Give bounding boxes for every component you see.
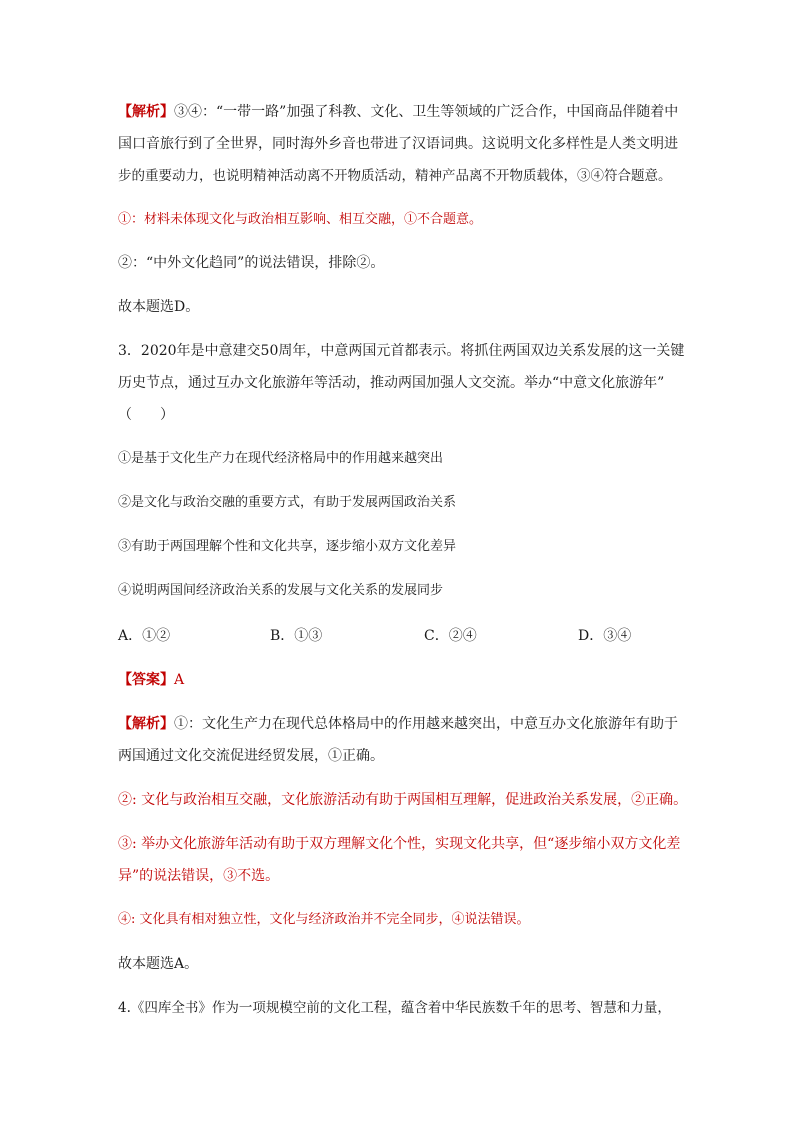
prev-explanation-line-1: 【解析】③④：“一带一路”加强了科教、文化、卫生等领域的广泛合作，中国商品伴随着中 <box>118 104 679 120</box>
option-b: B．①③ <box>270 628 323 644</box>
q3-explanation-line-1: 【解析】①：文化生产力在现代总体格局中的作用越来越突出，中意互办文化旅游年有助于 <box>118 716 678 732</box>
q3-statement-3: ③有助于两国理解个性和文化共享，逐步缩小双方文化差异 <box>118 539 457 554</box>
prev-explanation-line-3: 步的重要动力，也说明精神活动离不开物质活动，精神产品离不开物质载体，③④符合题意。 <box>118 168 672 184</box>
explanation-label: 【解析】 <box>118 104 174 120</box>
q3-answer <box>118 670 688 690</box>
q3-note-2: ②: 文化与政治相互交融，文化旅游活动有助于两国相互理解，促进政治关系发展，②正确。 <box>118 792 688 808</box>
q3-note-3-line-1: ③: 举办文化旅游年活动有助于双方理解文化个性，实现文化共享，但“逐步缩小双方文化差 <box>118 836 681 852</box>
option-c: C．②④ <box>424 628 477 644</box>
option-d: D．③④ <box>578 628 632 644</box>
option-a: A．①② <box>118 628 171 644</box>
q3-stem-line-2: 历史节点，通过互办文化旅游年等活动，推动两国加强人文交流。举办“中意文化旅游年” <box>118 375 665 391</box>
answer-label: 【答案】 <box>118 672 174 688</box>
q3-statement-1: ①是基于文化生产力在现代经济格局中的作用越来越突出 <box>118 451 444 466</box>
prev-conclusion: 故本题选D。 <box>118 299 200 315</box>
q3-note-3-line-2: 异”的说法错误，③不选。 <box>118 868 280 884</box>
prev-explanation-line-2: 国口音旅行到了全世界，同时海外乡音也带进了汉语词典。这说明文化多样性是人类文明进 <box>118 136 678 152</box>
prev-note-2: ②：“中外文化趋同”的说法错误，排除②。 <box>118 255 385 271</box>
q3-statement-4: ④说明两国间经济政治关系的发展与文化关系的发展同步 <box>118 583 444 598</box>
answer-value: A <box>174 672 185 688</box>
q3-statement-2: ②是文化与政治交融的重要方式，有助于发展两国政治关系 <box>118 495 457 510</box>
explanation-label: 【解析】 <box>118 716 174 732</box>
q4-stem-line-1: 4.《四库全书》作为一项规模空前的文化工程，蕴含着中华民族数千年的思考、智慧和力量， <box>118 1000 671 1016</box>
q3-stem-line-3: （ ） <box>118 407 174 423</box>
q3-note-4: ④: 文化具有相对独立性，文化与经济政治并不完全同步，④说法错误。 <box>118 912 530 927</box>
q3-explanation-line-2: 两国通过文化交流促进经贸发展，①正确。 <box>118 748 384 764</box>
q3-conclusion: 故本题选A。 <box>118 956 199 972</box>
q3-stem-line-1: 3．2020年是中意建交50周年，中意两国元首都表示。将抓住两国双边关系发展的这一关键 <box>118 343 685 359</box>
prev-note-1: ①：材料未体现文化与政治相互影响、相互交融，①不合题意。 <box>118 212 483 227</box>
